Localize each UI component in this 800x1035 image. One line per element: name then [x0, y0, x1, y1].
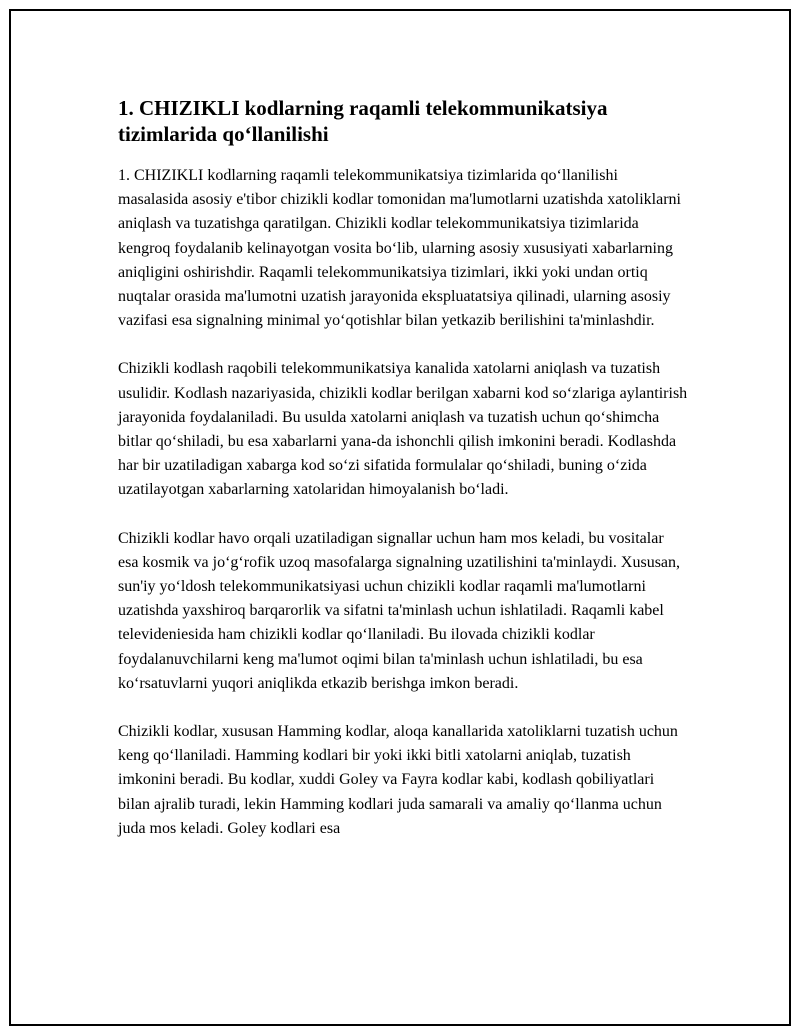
- document-body: [118, 95, 688, 865]
- paragraph-1: 1. CHIZIKLI kodlarning raqamli telekommunikatsiya tizimlarida qo‘llanilishi masalasida asosiy e'tibor chizikli kodlar tomonidan ma'lumotlarni uzatishda xatoliklarni aniqlash va tuzatishga qaratilgan. Chizikli kodlar telekommunikatsiya tizimlarida kengroq foydalanib kelinayotgan vosita bo‘lib, ularning asosiy xususiyati xabarlarning aniqligini oshirishdir. Raqamli telekommunikatsiya tizimlari, ikki yoki undan ortiq nuqtalar orasida ma'lumotni uzatish jarayonida ekspluatatsiya qilinadi, ularning asosiy vazifasi esa signalning minimal yo‘qotishlar bilan yetkazib berilishini ta'minlashdir.: [118, 167, 681, 330]
- paragraph-4: Chizikli kodlar, xususan Hamming kodlar, aloqa kanallarida xatoliklarni tuzatish uchun keng qo‘llaniladi. Hamming kodlari bir yoki ikki bitli xatolarni aniqlab, tuzatish imkonini beradi. Bu kodlar, xuddi Goley va Fayra kodlar kabi, kodlash qobiliyatlari bilan ajralib turadi, lekin Hamming kodlari juda samarali va amaliy qo‘llanma uchun juda mos keladi. Goley kodlari esa: [118, 723, 678, 837]
- paragraph-3: Chizikli kodlar havo orqali uzatiladigan signallar uchun ham mos keladi, bu vositalar esa kosmik va jo‘g‘rofik uzoq masofalarga signalning uzatilishini ta'minlaydi. Xususan, sun'iy yo‘ldosh telekommunikatsiyasi uchun chizikli kodlar raqamli ma'lumotlarni uzatishda yaxshiroq barqarorlik va sifatni ta'minlash uchun ishlatiladi. Raqamli kabel televideniesida ham chizikli kodlar qo‘llaniladi. Bu ilovada chizikli kodlar foydalanuvchilarni keng ma'lumot oqimi bilan ta'minlash uchun ishlatiladi, bu esa ko‘rsatuvlarni yuqori aniqlikda etkazib berishga imkon beradi.: [118, 529, 681, 692]
- document-title: 1. CHIZIKLI kodlarning raqamli telekommunikatsiya tizimlarida qo‘llanilishi: [118, 96, 608, 146]
- paragraph-2: Chizikli kodlash raqobili telekommunikatsiya kanalida xatolarni aniqlash va tuzatish usulidir. Kodlash nazariyasida, chizikli kodlar berilgan xabarni kod so‘zlariga aylantirish jarayonida foydalaniladi. Bu usulda xatolarni aniqlash va tuzatish uchun qo‘shimcha bitlar qo‘shiladi, bu esa xabarlarni yana-da ishonchli qilish imkonini beradi. Kodlashda har bir uzatiladigan xabarga kod so‘zi sifatida formulalar qo‘shiladi, buning o‘zida uzatilayotgan xabarlarning xatolaridan himoyalanish bo‘ladi.: [118, 360, 688, 499]
